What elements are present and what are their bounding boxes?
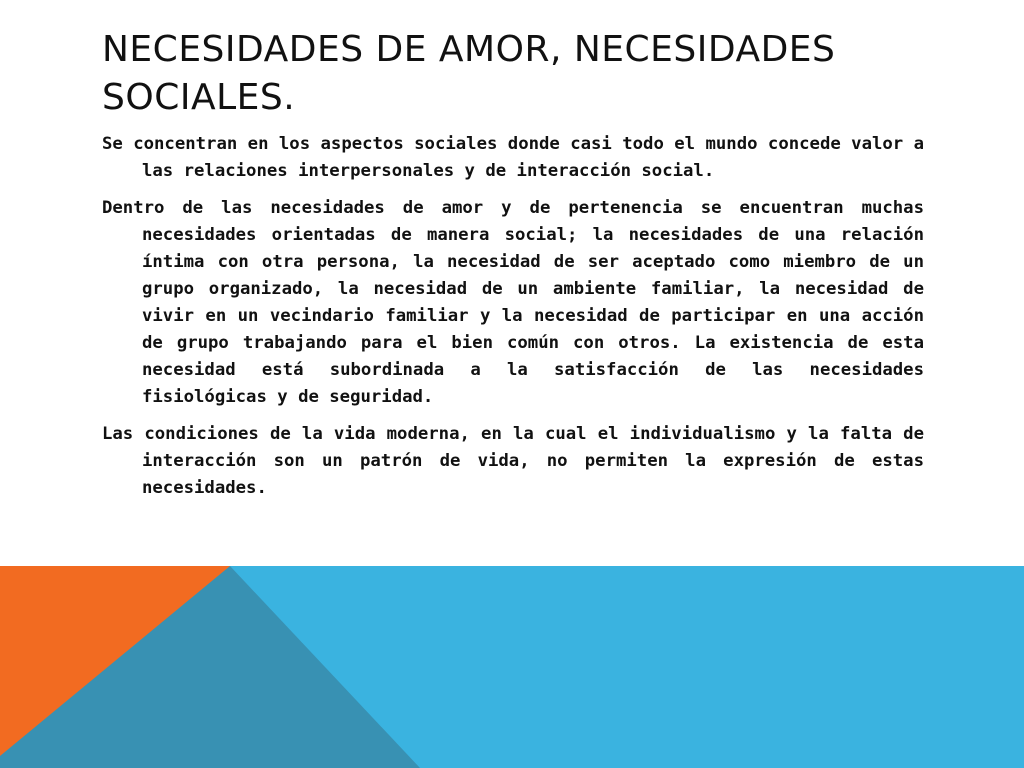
slide-title: NECESIDADES DE AMOR, NECESIDADES SOCIALES. xyxy=(102,29,836,118)
slide-body xyxy=(102,131,924,512)
decorative-band xyxy=(0,566,1024,768)
paragraph-1: Se concentran en los aspectos sociales donde casi todo el mundo concede valor a las relaciones interpersonales y de interacción social. xyxy=(102,134,924,181)
paragraph-2: Dentro de las necesidades de amor y de pertenencia se encuentran muchas necesidades orientadas de manera social; la necesidades de una relación íntima con otra persona, la necesidad de ser aceptado como miembro de un grupo organizado, la necesidad de un ambiente familiar, la necesidad de vivir en un vecindario familiar y la necesidad de participar en una acción de grupo trabajando para el bien común con otros. La existencia de esta necesidad está subordinada a la satisfacción de las necesidades fisiológicas y de seguridad. xyxy=(102,198,924,407)
paragraph-3: Las condiciones de la vida moderna, en la cual el individualismo y la falta de interacción son un patrón de vida, no permiten la expresión de estas necesidades. xyxy=(102,424,924,498)
